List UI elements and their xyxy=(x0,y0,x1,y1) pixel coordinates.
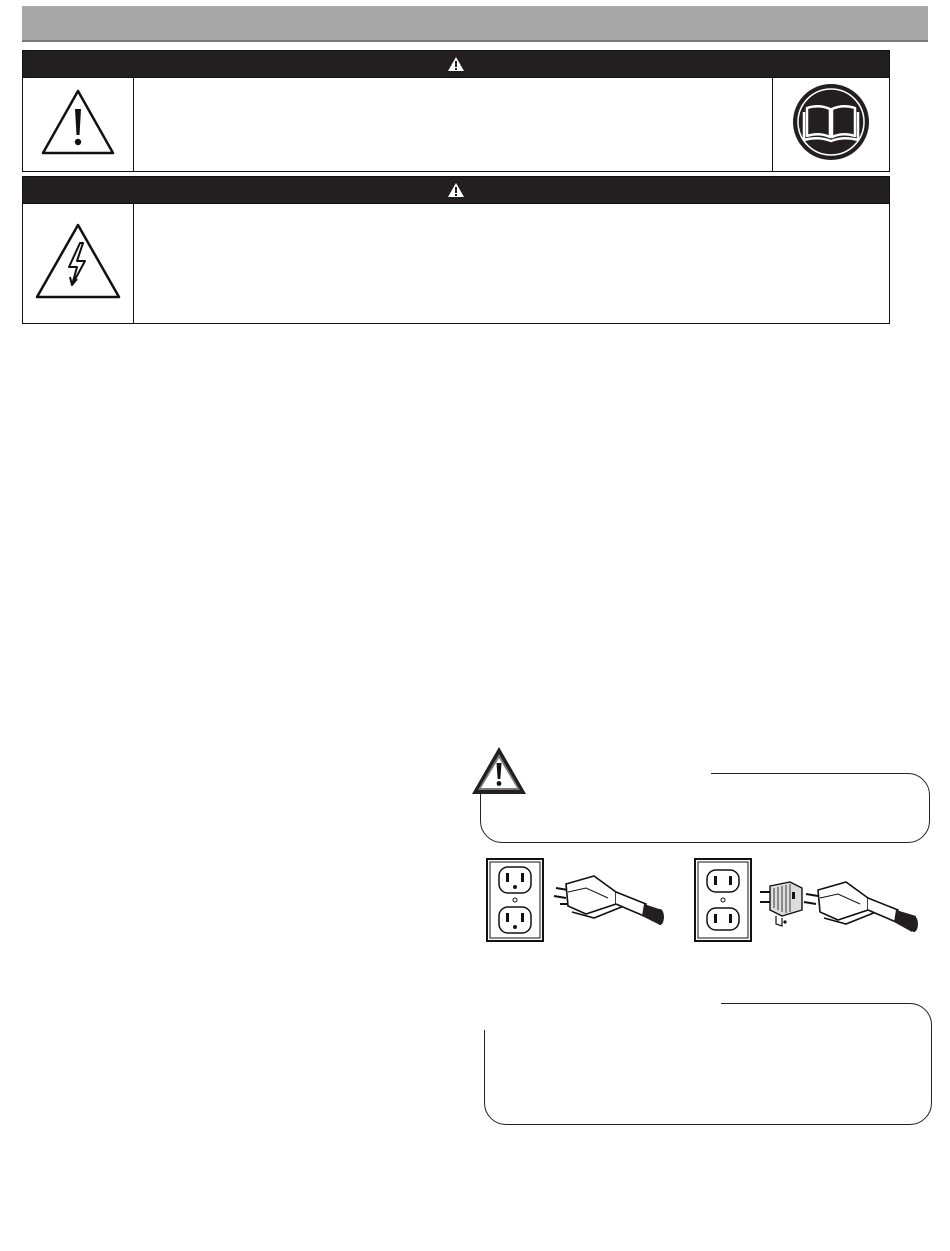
electric-warning-box xyxy=(22,176,890,324)
three-prong-outlet-plug-icon xyxy=(486,858,670,949)
note-callout-left-rule xyxy=(484,1030,485,1100)
warning-body xyxy=(23,77,889,171)
warning-box xyxy=(22,50,890,172)
general-warning-icon xyxy=(40,87,116,162)
large-warning-triangle-icon xyxy=(470,745,528,802)
warning-text-cell xyxy=(134,78,772,171)
note-callout-gap xyxy=(483,1002,721,1030)
warning-triangle-icon xyxy=(447,56,465,72)
manual-cell xyxy=(772,78,889,171)
electric-shock-icon xyxy=(33,221,123,306)
section-header-bar xyxy=(22,6,928,42)
electric-text-cell xyxy=(134,204,889,323)
read-manual-book-icon xyxy=(791,82,871,167)
warning-triangle-icon xyxy=(447,182,465,198)
electric-warning-banner xyxy=(23,177,889,203)
section-header-rule xyxy=(22,40,928,42)
note-callout-frame xyxy=(484,1003,932,1125)
electric-symbol-cell xyxy=(23,204,134,323)
grounding-callout-frame xyxy=(480,773,930,843)
electric-warning-body xyxy=(23,203,889,323)
warning-symbol-cell xyxy=(23,78,134,171)
warning-banner xyxy=(23,51,889,77)
two-prong-outlet-adapter-icon xyxy=(694,858,928,949)
